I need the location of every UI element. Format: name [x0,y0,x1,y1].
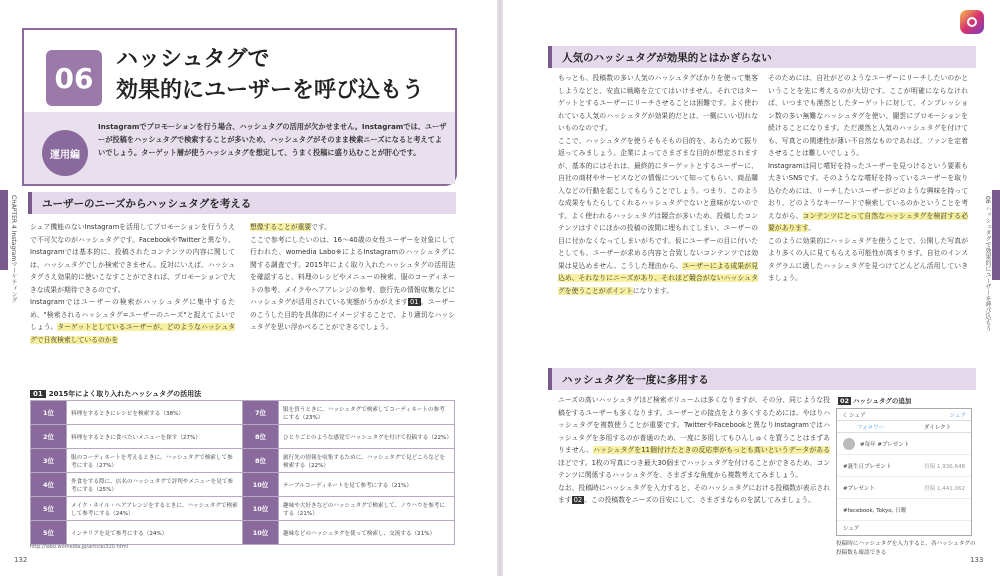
screenshot-tabs [837,421,971,433]
list-item [837,455,971,477]
table-row [31,425,455,449]
chapter-tab [0,190,8,270]
section-heading: ハッシュタグを一度に多用する [548,368,976,390]
usage-cell: 趣味などのハッシュタグを使って検索し、交流する（21%） [279,521,455,545]
text: ニーズの高いハッシュタグほど検索ボリュームは多くなりますが、その分、同じような投稿をするユーザーも多くなります。ユーザーとの接点をより多くするためには、やはりハッシュタグを複数使うことが重要です。TwitterやFacebookと異なりInstagramではハッシュタグを多用するのが普通のため、一度に多用してもひんしゅくを買うことはまずありません。 [558,396,830,454]
text: ハッシュタグの追加 [853,397,912,405]
body-column [30,221,235,346]
app-screenshot [836,408,972,536]
paragraph [768,160,968,235]
table-row [31,521,455,545]
paragraph [558,135,758,298]
usage-cell: ひとりごとのような感覚でハッシュタグを付けて投稿する（22%） [279,425,455,449]
body-column [558,394,830,507]
text: です。 [311,223,332,231]
article-title [116,44,424,106]
figure-ref: 02 [573,496,583,504]
text: なお、投稿時にハッシュタグを入力すると、そのハッシュタグにおける投稿数が表示されます [558,483,830,504]
figure-badge: 02 [840,397,850,405]
usage-cell: 服を買うときに、ハッシュタグで検索してコーディネートの参考にする（23%） [279,401,455,425]
paragraph [250,234,455,334]
paragraph [30,296,235,346]
rank-cell: 1位 [31,401,67,425]
rank-cell: 5位 [31,497,67,521]
chapter-tab-right [992,190,1000,280]
source-url: http://labo.womedia.jp/article/320.html [30,544,128,550]
gutter [497,0,503,576]
paragraph: シェア機能のないInstagramを活用してプロモーションを行ううえで不可欠なのがハッシュタグです。FacebookやTwitterと異なり、Instagramでは基本的に、投稿されたコンテンツの内容に関しては、ハッシュタグでしか検索できません。反対にいえば、ハッシュタグさえ効果的に使いこなすことができれば、プロモーションで大きな成果が期待できるのです。 [30,223,235,294]
post-count: 投稿 1,441,062 [924,485,965,492]
rank-cell: 10位 [243,497,279,521]
hashtag-text: #誕生日プレゼント [843,463,892,470]
paragraph: もっとも、投稿数の多い人気のハッシュタグばかりを使って集客しようなどと、安直に戦略を立ててはいけません。それではターゲットとするユーザーにリーチさせることは困難です。よく使われている人気のハッシュタグが効果的だとは、一概にいい切れないものなのです。 [558,74,758,132]
highlight-text: 想像することが重要 [250,223,312,231]
text: 2015年によく取り入れたハッシュタグの活用法 [48,390,202,398]
avatar [843,438,855,450]
screenshot-footer: シェア [843,526,860,532]
tab-direct: ダイレクト [923,425,952,431]
table-title [30,389,201,399]
text: 。この投稿数をニーズの目安にして、さまざまなものを試してみましょう。 [584,496,815,504]
usage-cell: 旅行先の情報を収集するために、ハッシュタグで見どころなどを検索する（22%） [279,449,455,473]
hashtag-text: #プレゼント [843,485,875,492]
body-column [250,221,455,334]
highlight-text: ユーザーによる成果が見込め、それなりにニーズがあり、それほど競合がないハッシュタグを使うことがポイント [558,261,758,295]
rank-cell: 4位 [31,473,67,497]
list-item [837,433,971,455]
page-number-right: 133 [970,556,984,564]
text: 。 [808,224,816,232]
highlight-text: ターゲットとしているユーザーが、どのようなハッシュタグで日夜検索しているのかを [30,323,236,344]
text: になります。 [632,286,674,295]
page-number-left: 132 [14,556,28,564]
usage-cell: インテリアを見て参考にする（24%） [67,521,243,545]
section-side-label: 06 ハッシュタグで効果的にユーザーを呼び込もう [984,196,991,332]
paragraph: このように効果的にハッシュタグを使うことで、公開した写真がより多くの人に見てもらえる可能性が高まります。自社のインスタグラムに適したハッシュタグを見つけてどんどん活用していきましょう。 [768,236,968,282]
share-label: シェア [949,413,966,419]
paragraph: そのためには、自社がどのようなユーザーにリーチしたいのかということを先に考えるのが大切です。ここが明確にならなければ、いつまでも漠然としたターゲットに対して、インプレッション数の多い無難なハッシュタグを使い、闇雲にプロモーションを続けることになります。ただ漠然と人気のハッシュタグを付けても、写真との関連性が薄い不自然なものであれば、ファンを定着させることは難しいでしょう。 [768,74,968,157]
ranking-table [30,400,455,545]
rank-cell: 8位 [243,425,279,449]
rank-cell: 10位 [243,473,279,497]
rank-cell: 7位 [243,401,279,425]
list-item [837,499,971,521]
body-column [768,72,968,285]
usage-cell: 服のコーディネートを考えるときに、ハッシュタグで検索して参考にする（27%） [67,449,243,473]
figure-caption: 投稿時にハッシュタグを入力すると、各ハッシュタグの投稿数も確認できる [836,541,976,556]
rank-cell: 10位 [243,521,279,545]
usage-cell: テーブルコーディネートを見て参考にする（21%） [279,473,455,497]
figure-title [838,396,911,405]
text: Instagramは同じ嗜好を持ったユーザーを見つけるという要素も大きいSNSです。そのようなな嗜好を持っているユーザーを取り込むためには、リーチしたいユーザーがどのような興味を持っており、どのようなキーワードで検索しているのかということを考えながら、 [768,161,968,220]
screenshot-header [837,409,971,421]
usage-cell: 料理をするときに食べたいメニューを探す（27%） [67,425,243,449]
post-count: 投稿 1,936,648 [924,463,965,470]
rank-cell: 3位 [31,449,67,473]
table-row [31,473,455,497]
table-row [31,449,455,473]
location-text: #facebook, Tokyo, 日曜 [843,507,907,514]
rank-cell: 2位 [31,425,67,449]
section-heading: ユーザーのニーズからハッシュタグを考える [28,192,456,214]
article-header [22,28,457,186]
usage-cell: 料理をするときにレシピを検索する（38%） [67,401,243,425]
highlight-text: コンテンツにとって自然なハッシュタグを検討する必要があります [768,211,968,232]
tab-followers: フォロワー [856,425,885,431]
category-badge: 運用編 [42,130,88,176]
paragraph [558,394,830,482]
lead-box [24,112,455,184]
text: Instagramではユーザーの検索がハッシュタグに集中するため、"検索されるハッシュタグ=ユーザーのニーズ"と捉えてよいでしょう。 [30,298,235,331]
lead-text: Instagramでプロモーションを行う場合、ハッシュタグの活用が欠かせません。Instagramでは、ユーザーが投稿をハッシュタグで検索することが多いため、ハッシュタグがそのまま検索ニーズになると考えてよいでしょう。ターゲット層が使うハッシュタグを想定して、うまく投稿に盛り込むことが肝心です。 [98,122,447,157]
text: ここで参考にしたいのは、16〜40歳の女性ユーザーを対象にして行われた、womedia Labo※によるInstagramのハッシュタグに関する調査です。2015年によく取り入れたハッシュタグの活用法を確認すると、料理のレシピやメニューの検索、服のコーディネートの参考、メイクやヘアアレンジの参考、旅行先の情報収集などにハッシュタグが活用されている実態がうかがえます [250,235,455,306]
table-row [31,497,455,521]
list-item [837,477,971,499]
rank-cell: 8位 [243,449,279,473]
figure-ref: 01 [409,298,419,306]
body-column [558,72,758,297]
hashtag-text: #毎年 #プレゼント [860,441,910,448]
rank-cell: 5位 [31,521,67,545]
paragraph [250,221,455,234]
usage-cell: 趣味や大好きなどのハッシュタグで検索して、ノウハウを参考にする（21%） [279,497,455,521]
text: ほどです。1枚の写真につき最大30個までハッシュタグを付けることができるため、コンテンツに関係するハッシュタグを、さまざまな角度から複数考えてみましょう。 [558,458,830,479]
table-row [31,401,455,425]
chapter-label: CHAPTER 4 Instagramマーケティング [10,195,17,304]
title-line-2: 効果的にユーザーを呼び込もう [116,78,425,103]
text: ここで、ハッシュタグを使うそもそもの目的を、あらためて振り返ってみましょう。企業によってさまざまな目的が想定されますが、基本的にはそれは、最終的にターゲットとするユーザーに、自社の商材やサービスなどの情報について知ってもらい、商品購入などの行動を起こしてもらうことでしょう。つまり、このような成果をもたらしてくれるハッシュタグでないと意味がないのです。よく使われるハッシュタグは競合が多いため、投稿したコンテンツはすぐにほかの投稿の波間に埋もれてしまい、ユーザーの目に付かなくなってしまいがちです。仮にユーザーの目に付いたとしても、ユーザーが求める内容と合致しないコンテンツでは効果は見込めません。こうした理由から、 [558,136,758,270]
highlight-text: ハッシュタグを11個付けたときの反応率がもっとも高いというデータがある [593,446,830,454]
instagram-icon [960,10,984,34]
article-number: 06 [46,50,102,106]
figure-badge: 01 [30,390,46,398]
usage-cell: 外食をする際に、店名のハッシュタグで評判やメニューを見て参考にする（25%） [67,473,243,497]
section-heading: 人気のハッシュタグが効果的とはかぎらない [548,46,976,68]
title-line-1: ハッシュタグで [116,47,270,72]
paragraph [558,482,830,507]
usage-cell: メイク・ネイル・ヘアアレンジをするときに、ハッシュタグで検索して参考にする（24%） [67,497,243,521]
back-label: く シェア [842,413,866,419]
text: 。ユーザーのこうした目的を具体的にイメージすることで、より適切なハッシュタグを思い浮かべることができるでしょう。 [250,298,455,331]
